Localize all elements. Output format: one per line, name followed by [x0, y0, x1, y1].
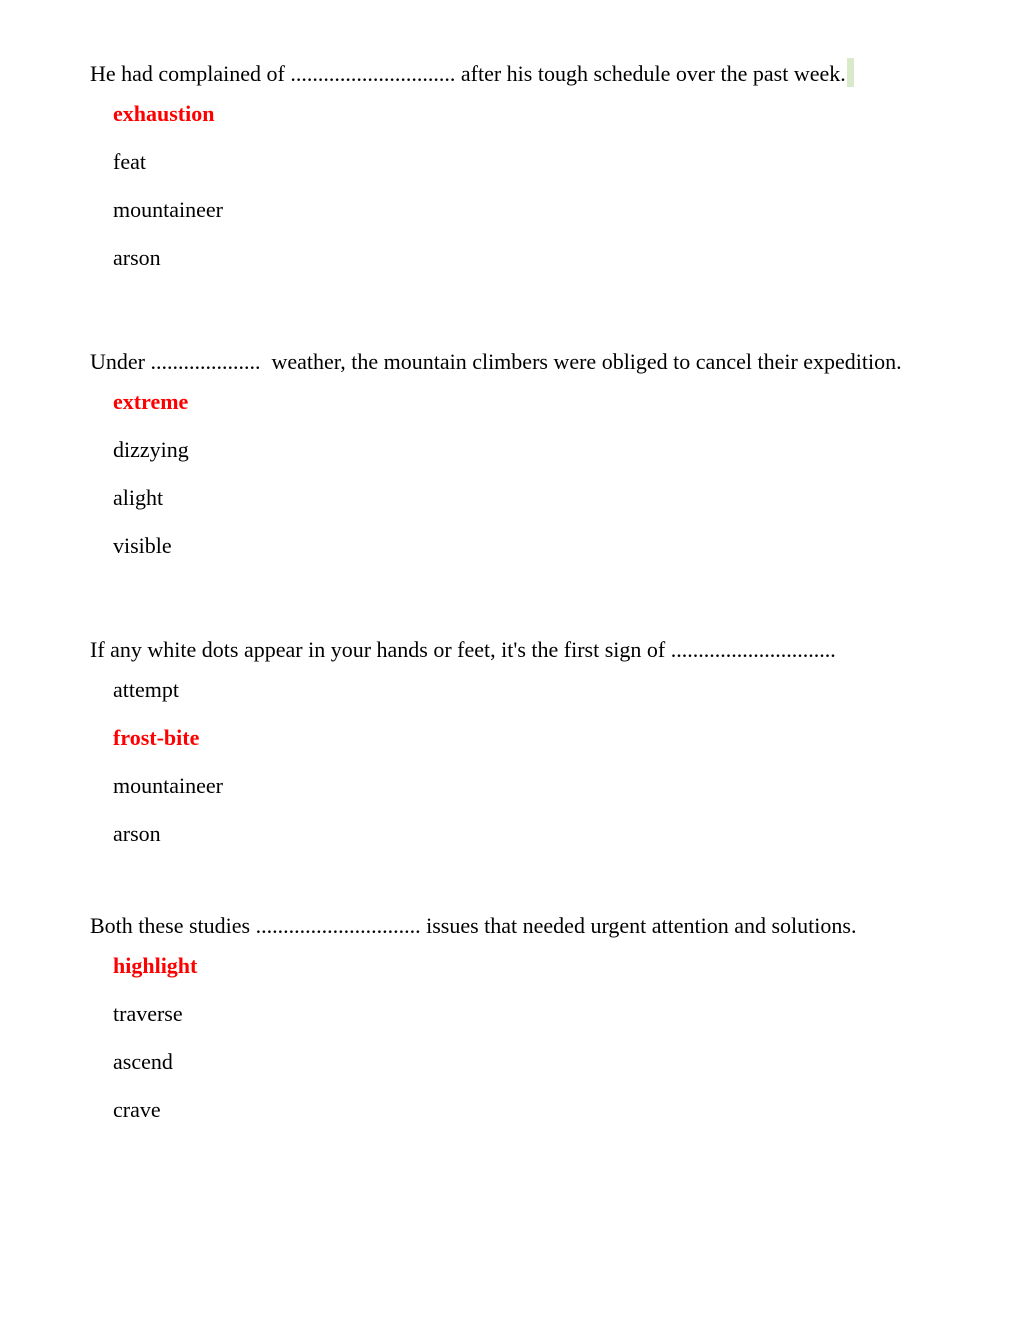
- option-correct: extreme: [113, 389, 189, 414]
- option-correct: highlight: [113, 953, 198, 978]
- options-list: [113, 389, 1020, 559]
- question-text-content: Both these studies .............................. issues that needed urgent attention and solutions.: [90, 913, 857, 938]
- question-block-1: [0, 58, 1020, 271]
- option: crave: [113, 1097, 161, 1122]
- question-text: [90, 913, 990, 939]
- options-list: [113, 953, 1020, 1123]
- option: traverse: [113, 1001, 183, 1026]
- option: alight: [113, 485, 164, 510]
- option: attempt: [113, 677, 179, 702]
- question-text-content: If any white dots appear in your hands or feet, it's the first sign of ..............................: [90, 637, 836, 662]
- option: visible: [113, 533, 172, 558]
- question-text-content: Under .................... weather, the mountain climbers were obliged to cancel their expedition.: [90, 349, 902, 374]
- text-cursor-highlight: [847, 58, 854, 87]
- option: arson: [113, 821, 161, 846]
- question-block-4: [0, 913, 1020, 1123]
- option: ascend: [113, 1049, 173, 1074]
- option-correct: frost-bite: [113, 725, 200, 750]
- question-text: [90, 349, 990, 375]
- option: mountaineer: [113, 773, 223, 798]
- option: dizzying: [113, 437, 189, 462]
- option: mountaineer: [113, 197, 223, 222]
- options-list: [113, 101, 1020, 271]
- question-block-2: [0, 349, 1020, 559]
- question-block-3: [0, 637, 1020, 847]
- option-correct: exhaustion: [113, 101, 215, 126]
- option: feat: [113, 149, 146, 174]
- question-text: [90, 637, 990, 663]
- question-text: [90, 58, 990, 87]
- option: arson: [113, 245, 161, 270]
- question-text-content: He had complained of .............................. after his tough schedule over the past week.: [90, 61, 846, 86]
- options-list: [113, 677, 1020, 847]
